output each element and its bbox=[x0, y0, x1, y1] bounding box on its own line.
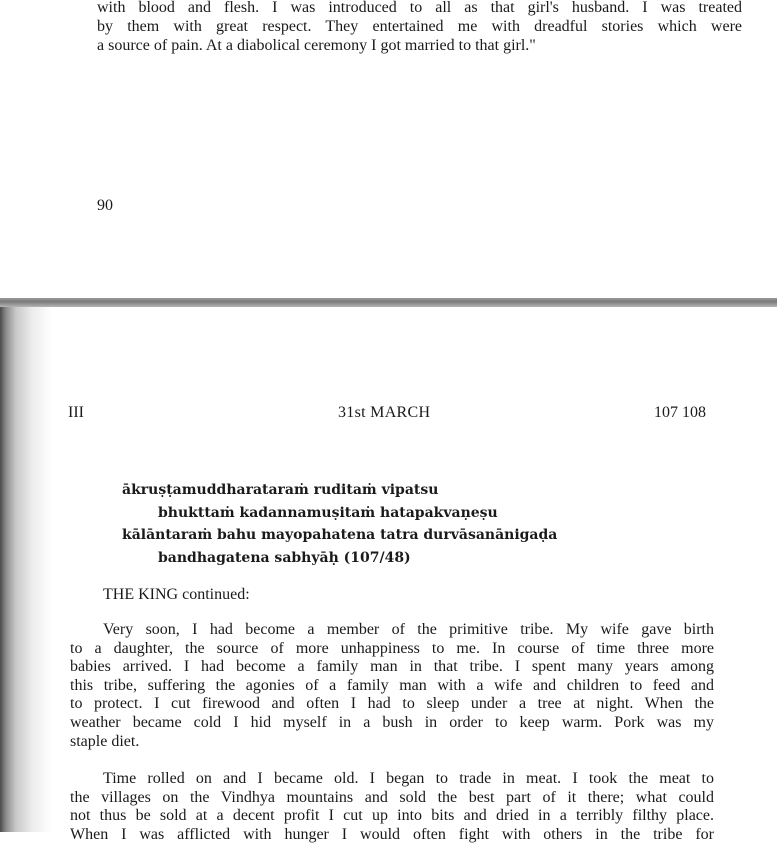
text-line: this tribe, suffering the agonies of a family man with a wife and children to feed and bbox=[70, 676, 714, 694]
text-line: by them with great respect. They entertained me with dreadful stories which were bbox=[97, 18, 742, 35]
verse-line: bandhagatena sabhyāḥ (107/48) bbox=[158, 549, 411, 566]
bottom-page bbox=[0, 307, 777, 843]
page-number: 90 bbox=[97, 197, 113, 214]
text-line: to a daughter, the source of more unhappiness to me. In course of time three more bbox=[70, 639, 714, 657]
text-line: weather became cold I hid myself in a bush in order to keep warm. Pork was my bbox=[70, 713, 714, 731]
top-paragraph bbox=[97, 0, 742, 55]
text-line: a source of pain. At a diabolical ceremony I got married to that girl." bbox=[97, 37, 536, 54]
text-line: Time rolled on and I became old. I began to trade in meat. I took the meat to bbox=[103, 770, 714, 787]
verse-line: kālāntaraṁ bahu mayopahatena tatra durvāsanānigaḍa bbox=[122, 527, 558, 543]
text-line: the villages on the Vindhya mountains and sold the best part of it there; what could bbox=[70, 788, 714, 806]
speaker-heading: THE KING continued: bbox=[103, 586, 250, 603]
binding-shadow bbox=[0, 307, 52, 832]
text-line: with blood and flesh. I was introduced to all as that girl's husband. I was treated bbox=[97, 0, 742, 16]
text-line: to protect. I cut firewood and often I had to sleep under a tree at night. When the bbox=[70, 695, 714, 713]
text-line: When I was afflicted with hunger I would often fight with others in the tribe for bbox=[70, 825, 714, 843]
text-line: staple diet. bbox=[70, 732, 140, 750]
running-head-left: III bbox=[68, 404, 84, 421]
verse-line: ākruṣṭamuddharataraṁ ruditaṁ vipatsu bbox=[122, 482, 439, 498]
running-head-page-numbers: 107 108 bbox=[654, 404, 706, 421]
sanskrit-verse bbox=[122, 479, 557, 569]
text-line: babies arrived. I had become a family man in that tribe. I spent many years among bbox=[70, 658, 714, 676]
body-paragraph bbox=[70, 621, 714, 751]
running-head-title: 31st MARCH bbox=[338, 404, 431, 421]
verse-line: bhukttaṁ kadannamuṣitaṁ hatapakvaṇeṣu bbox=[158, 504, 498, 521]
page-divider bbox=[0, 298, 777, 307]
text-line: not thus be sold at a decent profit I cut up into bits and dried in a terribly filthy place. bbox=[70, 807, 714, 825]
body-paragraph bbox=[70, 770, 714, 844]
text-line: Very soon, I had become a member of the primitive tribe. My wife gave birth bbox=[103, 621, 714, 638]
top-page bbox=[0, 0, 777, 298]
